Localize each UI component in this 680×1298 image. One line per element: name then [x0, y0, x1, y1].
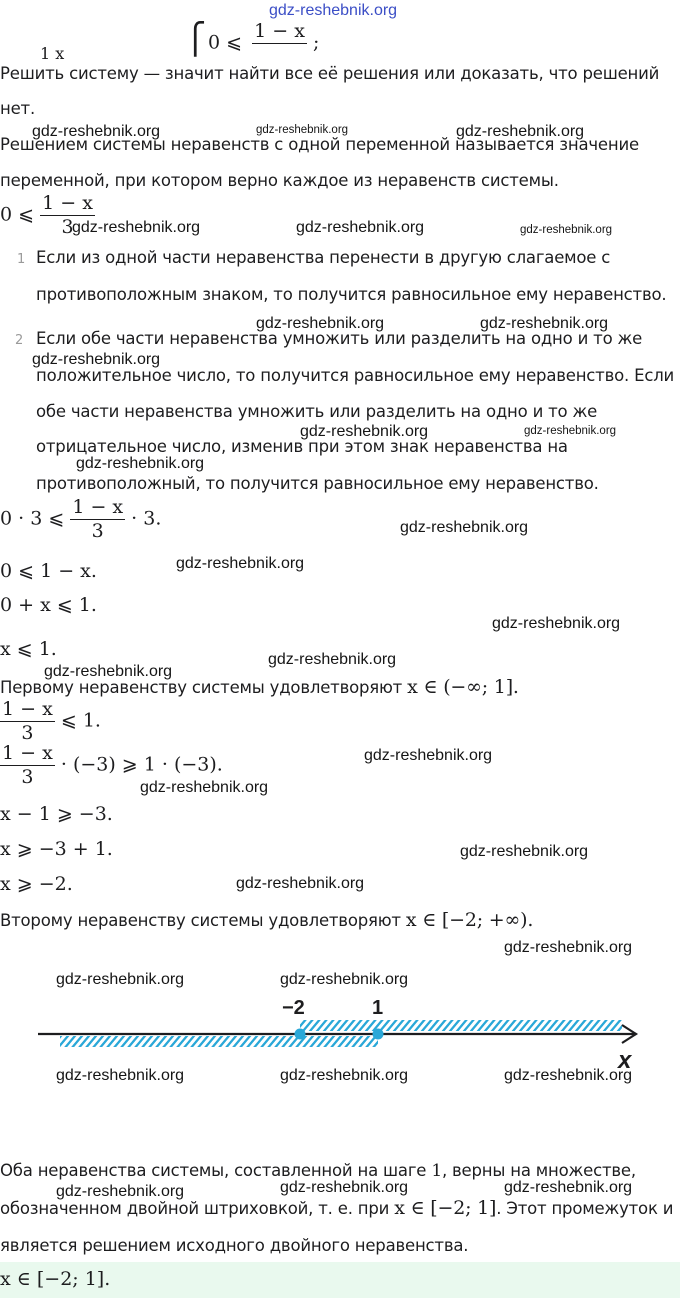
rule2-line3: обе части неравенства умножить или разделить на одно и то же	[36, 402, 598, 421]
paragraph-solve-system-line2: нет.	[0, 99, 35, 118]
watermark: gdz-reshebnik.org	[480, 315, 609, 332]
point-1	[373, 1029, 384, 1040]
step-x-ge-neg2: x ⩾ −2.	[0, 873, 73, 895]
paragraph-definition-line2: переменной, при котором верно каждое из неравенств системы.	[0, 171, 559, 190]
step-x-ge-sum: x ⩾ −3 + 1.	[0, 838, 113, 860]
watermark: gdz-reshebnik.org	[76, 455, 205, 472]
axis-label-x: x	[618, 1047, 632, 1074]
watermark: gdz-reshebnik.org	[492, 615, 621, 632]
watermark: gdz-reshebnik.org	[520, 224, 613, 236]
rule1-line1: Если из одной части неравенства перенести в другую слагаемое с	[36, 248, 611, 267]
rule-number-1: 1	[17, 252, 26, 267]
rule2-line1: Если обе части неравенства умножить или разделить на одно и то же	[36, 329, 643, 348]
system-brace: ⎧	[184, 22, 207, 57]
watermark: gdz-reshebnik.org	[56, 1183, 185, 1200]
watermark: gdz-reshebnik.org	[280, 1067, 409, 1084]
label-minus-2: −2	[282, 997, 305, 1019]
rule-number-2: 2	[15, 333, 24, 348]
rule1-line2: противоположным знаком, то получится равносильное ему неравенство.	[36, 285, 667, 304]
watermark: gdz-reshebnik.org	[504, 1179, 633, 1196]
answer-text: x ∈ [−2; 1].	[0, 1268, 111, 1290]
step-add-x: 0 + x ⩽ 1.	[0, 594, 97, 616]
answer-box	[0, 1262, 680, 1298]
watermark: gdz-reshebnik.org	[296, 219, 425, 236]
first-inequality: 0 ⩽ $\frac{1 - x}{3}$	[0, 192, 93, 238]
rule2-line2: положительное число, то получится равносильное ему неравенство. Если	[36, 366, 675, 385]
watermark: gdz-reshebnik.org	[256, 124, 349, 136]
watermark: gdz-reshebnik.org	[280, 1179, 409, 1196]
step-multiply-by-3: 0 · 3 ⩽ $\frac{1 - x}{3}$ · 3.	[0, 496, 162, 542]
watermark: gdz-reshebnik.org	[504, 1067, 633, 1084]
watermark: gdz-reshebnik.org	[32, 123, 161, 140]
watermark: gdz-reshebnik.org	[236, 875, 365, 892]
step-x-le-1: x ⩽ 1.	[0, 638, 57, 660]
step-multiply-by-neg3: $\frac{1 - x}{3}$ · (−3) ⩾ 1 · (−3).	[2, 742, 223, 788]
watermark: gdz-reshebnik.org	[280, 971, 409, 988]
conclusion-line2: обозначенном двойной штриховкой, т. е. при x ∈ [−2; 1]. Этот промежуток и	[0, 1197, 674, 1219]
hatch-below-left	[60, 1036, 378, 1047]
watermark: gdz-reshebnik.org	[72, 219, 201, 236]
paragraph-definition-line1: Решением системы неравенств с одной переменной называется значение	[0, 135, 639, 154]
watermark: gdz-reshebnik.org	[400, 519, 529, 536]
watermark: gdz-reshebnik.org	[176, 555, 305, 572]
top-fragment-system: 0 ⩽ 1 − x ;	[208, 20, 320, 54]
number-line-diagram	[0, 990, 680, 1075]
rule2-line5: противоположный, то получится равносильное ему неравенство.	[36, 474, 599, 493]
watermark: gdz-reshebnik.org	[524, 425, 617, 437]
top-fragment-left: 1 x	[40, 44, 65, 63]
conclusion-line1: Оба неравенства системы, составленной на шаге 1, верны на множестве,	[0, 1161, 636, 1181]
rule2-line4: отрицательное число, изменив при этом знак неравенства на	[36, 437, 568, 456]
result-second-inequality: Второму неравенству системы удовлетворяют x ∈ [−2; +∞).	[0, 909, 534, 931]
step-x-minus-1: x − 1 ⩾ −3.	[0, 803, 113, 825]
watermark: gdz-reshebnik.org	[460, 843, 589, 860]
label-1: 1	[372, 997, 384, 1019]
watermark: gdz-reshebnik.org	[456, 123, 585, 140]
watermark: gdz-reshebnik.org	[256, 315, 385, 332]
watermark: gdz-reshebnik.org	[32, 351, 161, 368]
result-first-inequality: Первому неравенству системы удовлетворяют x ∈ (−∞; 1].	[0, 676, 519, 698]
watermark: gdz-reshebnik.org	[300, 423, 429, 440]
watermark: gdz-reshebnik.org	[269, 2, 398, 19]
point-minus-2	[295, 1029, 306, 1040]
hatch-above-right	[300, 1020, 622, 1031]
watermark: gdz-reshebnik.org	[44, 663, 173, 680]
watermark: gdz-reshebnik.org	[504, 939, 633, 956]
conclusion-line3: является решением исходного двойного неравенства.	[0, 1236, 469, 1255]
watermark: gdz-reshebnik.org	[364, 747, 493, 764]
watermark: gdz-reshebnik.org	[268, 651, 397, 668]
step-simplified: 0 ⩽ 1 − x.	[0, 560, 97, 582]
paragraph-solve-system-line1: Решить систему — значит найти все её решения или доказать, что решений	[0, 64, 660, 83]
watermark: gdz-reshebnik.org	[140, 779, 269, 796]
watermark: gdz-reshebnik.org	[56, 971, 185, 988]
second-inequality: $\frac{1 - x}{3}$ ⩽ 1.	[2, 698, 101, 744]
watermark: gdz-reshebnik.org	[56, 1067, 185, 1084]
